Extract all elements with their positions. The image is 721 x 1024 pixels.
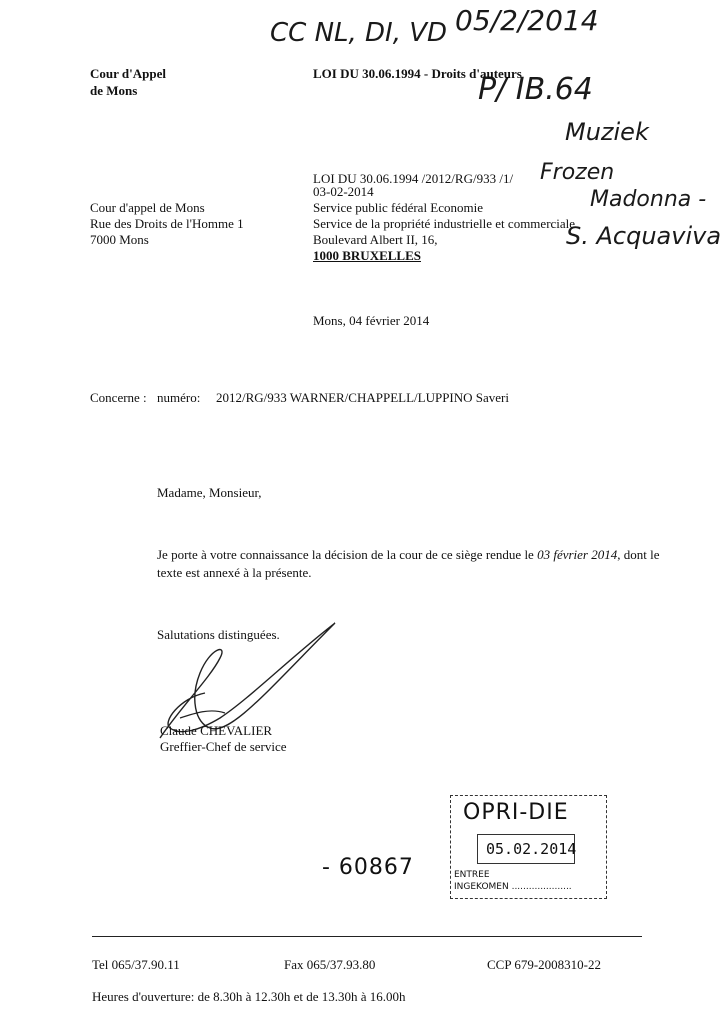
handwritten-copy-list: CC NL, DI, VD	[270, 18, 448, 48]
closing: Salutations distinguées.	[157, 627, 280, 642]
reference-line1: LOI DU 30.06.1994 /2012/RG/933 /1/	[313, 171, 514, 186]
handwritten-note-frozen: Frozen	[540, 160, 615, 185]
decision-date: 03 février 2014	[537, 547, 618, 562]
reference-line2: 03-02-2014	[313, 184, 374, 199]
registration-number: - 60867	[322, 855, 414, 880]
sender-address-line2: Rue des Droits de l'Homme 1	[90, 216, 244, 231]
document-title: LOI DU 30.06.1994 - Droits d'auteurs	[313, 66, 522, 81]
place-and-date: Mons, 04 février 2014	[313, 313, 430, 328]
recipient-city: 1000 BRUXELLES	[313, 248, 421, 263]
recipient-line3: Boulevard Albert II, 16,	[313, 232, 438, 247]
sender-address-line3: 7000 Mons	[90, 232, 149, 247]
reception-stamp	[450, 795, 607, 899]
handwritten-note-muziek: Muziek	[565, 118, 649, 146]
salutation: Madame, Monsieur,	[157, 485, 262, 500]
footer-opening-hours: Heures d'ouverture: de 8.30h à 12.30h et de 13.30h à 16.00h	[92, 989, 406, 1004]
body-line2: texte est annexé à la présente.	[157, 565, 312, 580]
handwritten-date: 05/2/2014	[455, 4, 599, 37]
recipient-line1: Service public fédéral Economie	[313, 200, 484, 215]
stamp-date: 05.02.2014	[486, 840, 577, 858]
handwritten-code: P/ IB.64	[478, 72, 593, 107]
body-line1	[157, 547, 660, 563]
signatory-role: Greffier-Chef de service	[160, 739, 287, 754]
body-text-part1: Je porte à votre connaissance la décision de la cour de ce siège rendue le	[157, 547, 538, 562]
sender-name-line2: de Mons	[90, 83, 138, 98]
stamp-date-box	[477, 834, 575, 864]
recipient-line2: Service de la propriété industrielle et commerciale	[313, 216, 576, 231]
handwritten-note-acquaviva: S. Acquaviva	[566, 222, 721, 250]
body-text-part2: , dont le	[617, 547, 660, 562]
footer-tel: Tel 065/37.90.11	[92, 957, 180, 972]
sender-address-line1: Cour d'appel de Mons	[90, 200, 205, 215]
concerne-value: 2012/RG/933 WARNER/CHAPPELL/LUPPINO Saveri	[216, 390, 509, 405]
sender-name-line1: Cour d'Appel	[90, 66, 166, 81]
footer-ccp: CCP 679-2008310-22	[487, 957, 601, 972]
concerne-number-label: numéro:	[157, 390, 201, 405]
footer-divider	[92, 936, 642, 937]
handwritten-note-madonna: Madonna -	[590, 187, 707, 212]
concerne-label: Concerne :	[90, 390, 147, 405]
stamp-received-label: INGEKOMEN .....................	[454, 882, 572, 892]
signatory-name: Claude CHEVALIER	[160, 723, 273, 738]
stamp-entry-label: ENTREE	[454, 870, 490, 880]
footer-fax: Fax 065/37.93.80	[284, 957, 376, 972]
stamp-title: OPRI-DIE	[463, 800, 569, 825]
